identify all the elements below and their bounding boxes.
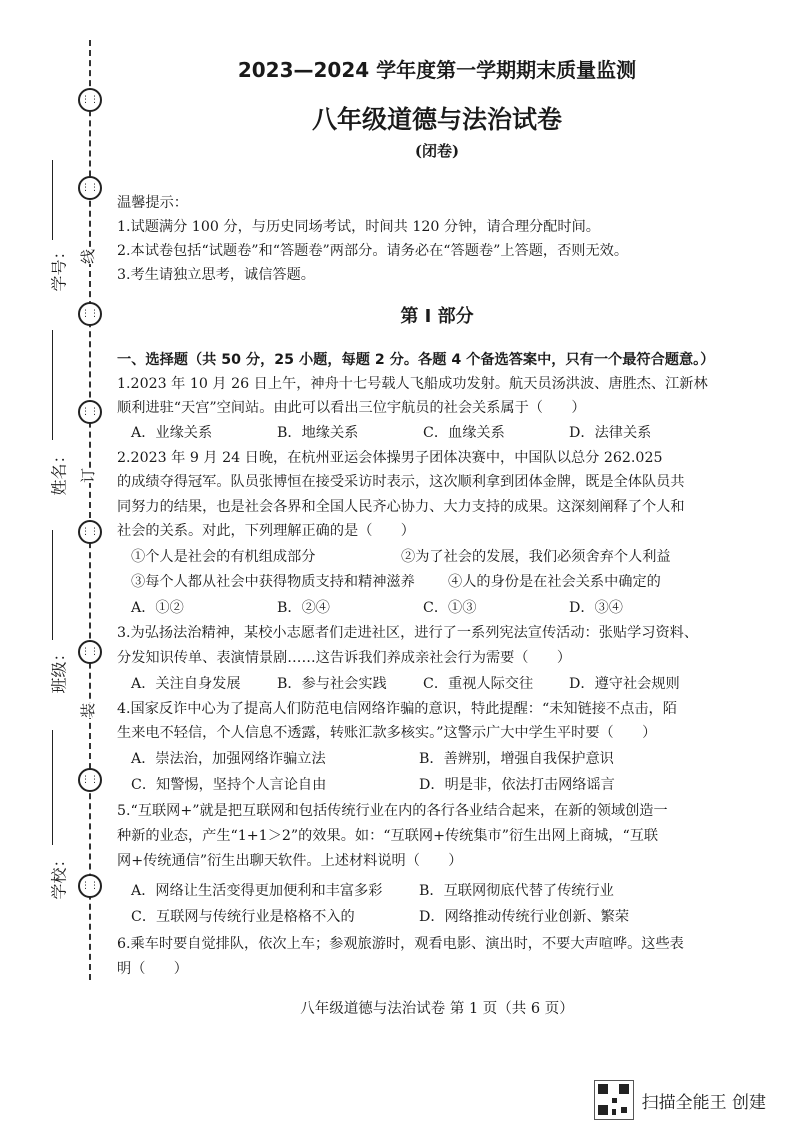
binding-hole: ⋮⋮ (78, 400, 102, 424)
question-2-line: 的成绩夺得冠军。队员张博恒在接受采访时表示，这次顺利拿到团体金牌，既是全体队员共 (117, 474, 685, 490)
q4-option-a[interactable]: A．崇法治，加强网络诈骗立法 (131, 751, 326, 767)
qr-code-icon (594, 1080, 634, 1120)
question-3-line: 分发知识传单、表演情景剧……这告诉我们养成亲社会行为需要（ ） (117, 650, 572, 666)
q2-option-a[interactable]: A．①② (131, 600, 184, 616)
binding-hole: ⋮⋮ (78, 520, 102, 544)
question-3-line: 3.为弘扬法治精神，某校小志愿者们走进社区，进行了一系列宪法宣传活动：张贴学习资料、 (117, 625, 699, 641)
question-5-line: 5.“互联网+”就是把互联网和包括传统行业在内的各行各业结合起来，在新的领域创造一 (117, 803, 668, 819)
q5-option-d[interactable]: D．网络推动传统行业创新、繁荣 (419, 909, 630, 925)
field-student-id-line[interactable] (52, 160, 53, 240)
binding-hole: ⋮⋮ (78, 768, 102, 792)
q2-option-d[interactable]: D．③④ (569, 600, 623, 616)
q3-option-c[interactable]: C．重视人际交往 (423, 676, 534, 692)
scanner-watermark (594, 1080, 766, 1120)
tip-item: 2.本试卷包括“试题卷”和“答题卷”两部分。请务必在“答题卷”上答题，否则无效。 (117, 243, 629, 259)
field-name: 姓名： (49, 447, 69, 496)
q1-option-b[interactable]: B．地缘关系 (277, 425, 359, 441)
tips-heading: 温馨提示： (117, 195, 188, 211)
field-school-line[interactable] (52, 730, 53, 845)
binding-hole: ⋮⋮ (78, 302, 102, 326)
question-1-line: 顺利进驻“天宫”空间站。由此可以看出三位宇航员的社会关系属于（ ） (117, 400, 586, 416)
seal-char-zhuang: 装 (79, 702, 98, 719)
field-name-line[interactable] (52, 330, 53, 440)
q3-option-b[interactable]: B．参与社会实践 (277, 676, 387, 692)
q5-option-c[interactable]: C．互联网与传统行业是格格不入的 (131, 909, 355, 925)
field-class: 班级： (49, 645, 69, 694)
q2-option-b[interactable]: B．②④ (277, 600, 330, 616)
seal-char-xian: 线 (79, 248, 98, 265)
field-student-id: 学号： (49, 243, 69, 292)
question-2-line: 2.2023 年 9 月 24 日晚，在杭州亚运会体操男子团体决赛中，中国队以总分 262.025 (117, 450, 663, 466)
q4-option-b[interactable]: B．善辨别，增强自我保护意识 (419, 751, 614, 767)
question-6-line: 6.乘车时要自觉排队，依次上车；参观旅游时，观看电影、演出时，不要大声喧哗。这些表 (117, 936, 684, 952)
question-2-line: 同努力的结果，也是社会各界和全国人民齐心协力、大力支持的成果。这深刻阐释了个人和 (117, 499, 685, 515)
watermark-text: 扫描全能王 创建 (641, 1092, 766, 1113)
page-footer: 八年级道德与法治试卷 第 1 页（共 6 页） (300, 1001, 574, 1017)
q5-option-a[interactable]: A．网络让生活变得更加便利和丰富多彩 (131, 883, 383, 899)
part-title: 第 I 部分 (400, 306, 474, 327)
question-5-line: 网+传统通信”衍生出聊天软件。上述材料说明（ ） (117, 853, 463, 869)
q1-option-d[interactable]: D．法律关系 (569, 425, 652, 441)
q4-option-d[interactable]: D．明是非，依法打击网络谣言 (419, 777, 615, 793)
question-5-line: 种新的业态，产生“1+1＞2”的效果。如：“互联网+传统集市”衍生出网上商城，“互联 (117, 828, 659, 844)
exam-title: 八年级道德与法治试卷 (311, 105, 562, 134)
tip-item: 3.考生请独立思考，诚信答题。 (117, 267, 315, 283)
question-1-line: 1.2023 年 10 月 26 日上午，神舟十七号载人飞船成功发射。航天员汤洪波、唐胜杰、江新林 (117, 376, 708, 392)
seal-char-ding: 订 (79, 467, 98, 484)
q2-statement-1: ①个人是社会的有机组成部分 (131, 549, 316, 565)
field-school: 学校： (49, 851, 69, 900)
q2-statement-4: ④人的身份是在社会关系中确定的 (448, 574, 661, 590)
q3-option-d[interactable]: D．遵守社会规则 (569, 676, 680, 692)
q1-option-c[interactable]: C．血缘关系 (423, 425, 505, 441)
q2-statement-3: ③每个人都从社会中获得物质支持和精神滋养 (131, 574, 415, 590)
question-2-line: 社会的关系。对此，下列理解正确的是（ ） (117, 523, 415, 539)
q1-option-a[interactable]: A．业缘关系 (131, 425, 213, 441)
binding-hole: ⋮⋮ (78, 640, 102, 664)
exam-subtitle: (闭卷) (414, 142, 460, 160)
tip-item: 1.试题满分 100 分，与历史同场考试，时间共 120 分钟，请合理分配时间。 (117, 219, 600, 235)
section-heading: 一、选择题（共 50 分，25 小题，每题 2 分。各题 4 个备选答案中，只有一个最符合题意。） (117, 352, 715, 368)
question-4-line: 生来电不轻信，个人信息不透露，转账汇款多核实。”这警示广大中学生平时要（ ） (117, 725, 657, 741)
q2-option-c[interactable]: C．①③ (423, 600, 477, 616)
q2-statement-2: ②为了社会的发展，我们必须舍弃个人利益 (401, 549, 671, 565)
binding-hole: ⋮⋮ (78, 88, 102, 112)
question-4-line: 4.国家反诈中心为了提高人们防范电信网络诈骗的意识，特此提醒：“未知链接不点击，陌 (117, 701, 677, 717)
binding-hole: ⋮⋮ (78, 874, 102, 898)
q5-option-b[interactable]: B．互联网彻底代替了传统行业 (419, 883, 614, 899)
q4-option-c[interactable]: C．知警惕，坚持个人言论自由 (131, 777, 327, 793)
exam-title-year: 2023—2024 学年度第一学期期末质量监测 (237, 58, 637, 82)
binding-hole: ⋮⋮ (78, 176, 102, 200)
question-6-line: 明（ ） (117, 961, 188, 977)
q3-option-a[interactable]: A．关注自身发展 (131, 676, 241, 692)
field-class-line[interactable] (52, 530, 53, 640)
